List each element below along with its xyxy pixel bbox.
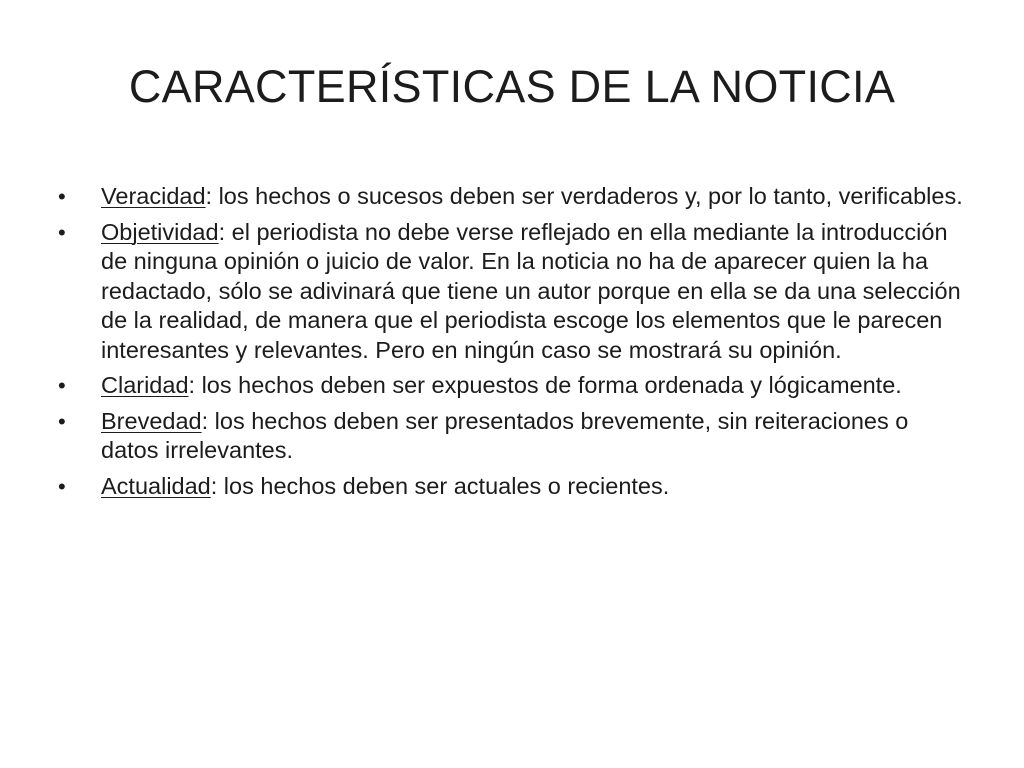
bullet-item-actualidad: [58, 472, 963, 502]
description-brevedad: : los hechos deben ser presentados brevemente, sin reiteraciones o datos irrelevantes.: [101, 407, 909, 463]
term-veracidad: Veracidad: [101, 183, 206, 209]
term-claridad: Claridad: [101, 372, 189, 398]
bullet-icon: •: [58, 408, 66, 434]
description-veracidad: : los hechos o sucesos deben ser verdaderos y, por lo tanto, verificables.: [205, 183, 963, 209]
bullet-item-objetividad: [58, 218, 963, 366]
bullet-icon: •: [58, 473, 66, 499]
bullet-icon: •: [58, 219, 66, 245]
description-claridad: : los hechos deben ser expuestos de forma ordenada y lógicamente.: [188, 372, 902, 398]
description-actualidad: : los hechos deben ser actuales o recientes.: [210, 472, 670, 499]
bullet-item-brevedad: [58, 407, 963, 466]
slide-title: CARACTERÍSTICAS DE LA NOTICIA: [128, 61, 896, 112]
term-actualidad: Actualidad: [101, 472, 211, 499]
bullet-list: [58, 182, 963, 507]
term-objetividad: Objetividad: [101, 218, 219, 245]
bullet-icon: •: [58, 184, 66, 209]
term-brevedad: Brevedad: [101, 407, 202, 434]
bullet-item-veracidad: [58, 182, 963, 212]
bullet-item-claridad: [58, 371, 963, 401]
bullet-icon: •: [58, 373, 66, 398]
description-objetividad: : el periodista no debe verse reflejado en ella mediante la introducción de ninguna opinión o juicio de valor. En la noticia no ha de aparecer quien la ha redactado, sólo se adivinará que tiene un autor porque en ella se da una selección de la realidad, de manera que el periodista escoge los elementos que le parecen interesantes y relevantes. Pero en ningún caso se mostrará su opinión.: [101, 218, 961, 363]
